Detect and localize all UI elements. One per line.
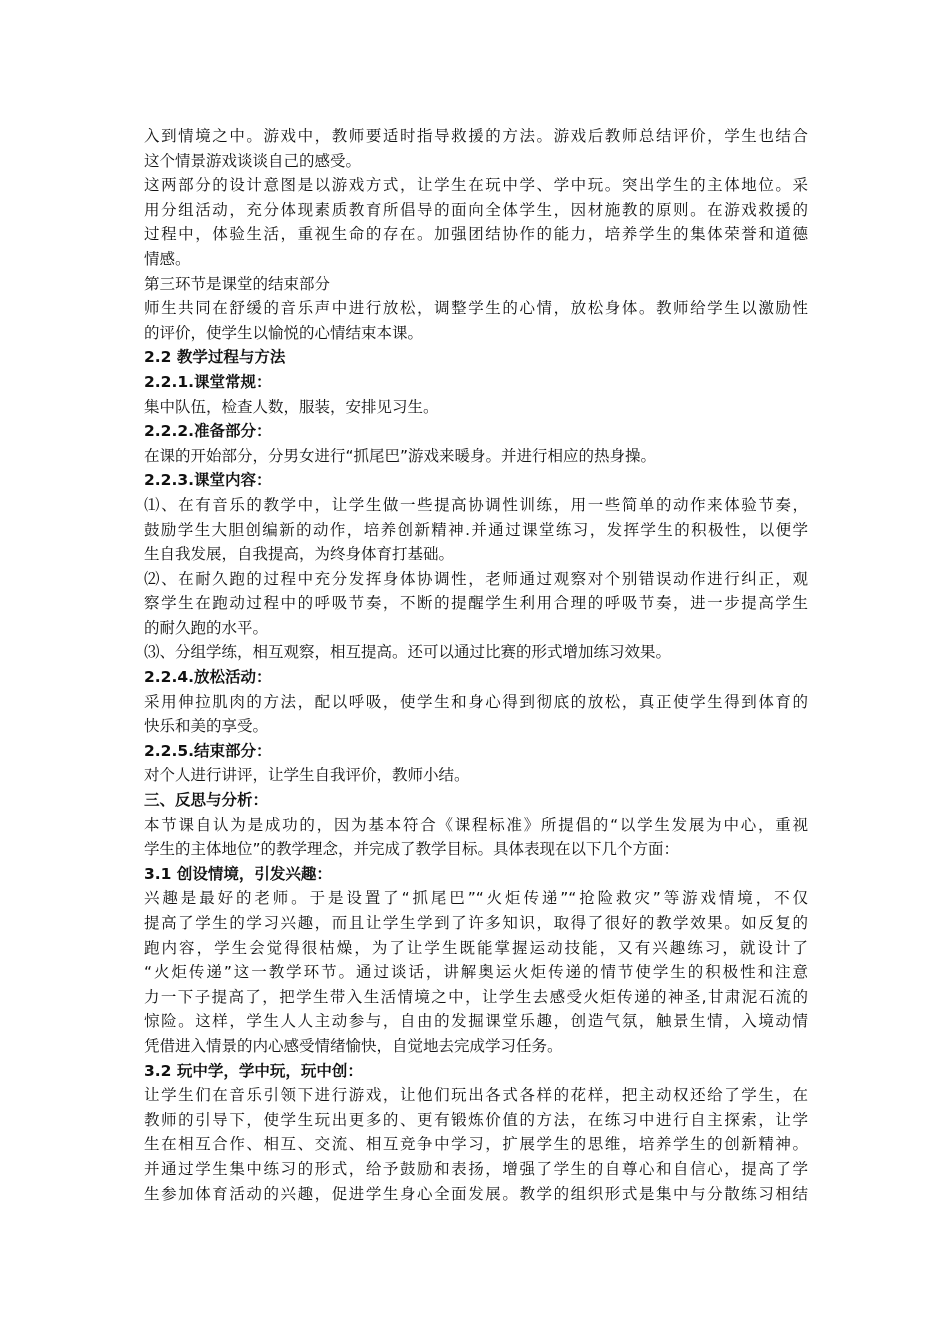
- document-page: [144, 124, 808, 1206]
- text-line: 惊险。这样，学生人人主动参与，自由的发掘课堂乐趣，创造气氛，触景生情，入境动情: [144, 1012, 808, 1031]
- text-line: 教师的引导下，使学生玩出更多的、更有锻炼价值的方法，在练习中进行自主探索，让学: [144, 1110, 808, 1129]
- text-line: ⑵、在耐久跑的过程中充分发挥身体协调性，老师通过观察对个别错误动作进行纠正，观: [144, 569, 808, 588]
- text-line: 情感。: [144, 249, 191, 268]
- text-line: “火炬传递”这一教学环节。通过谈话，讲解奥运火炬传递的情节使学生的积极性和注意: [144, 963, 808, 982]
- text-line: 采用伸拉肌肉的方法，配以呼吸，使学生和身心得到彻底的放松，真正使学生得到体育的: [144, 692, 808, 711]
- text-line: ⑴、在有音乐的教学中，让学生做一些提高协调性训练，用一些简单的动作来体验节奏，: [144, 495, 808, 514]
- text-line: 生自我发展，自我提高，为终身体育打基础。: [144, 545, 455, 564]
- section-heading: 2.2.2.准备部分：: [144, 422, 272, 441]
- text-line: 本节课自认为是成功的，因为基本符合《课程标准》所提倡的“以学生发展为中心，重视: [144, 815, 808, 834]
- text-line: 的评价，使学生以愉悦的心情结束本课。: [144, 323, 424, 342]
- text-line: 入到情境之中。游戏中，教师要适时指导救援的方法。游戏后教师总结评价，学生也结合: [144, 127, 808, 145]
- text-line: 鼓励学生大胆创编新的动作，培养创新精神.并通过课堂练习，发挥学生的积极性，以便学: [144, 520, 808, 539]
- text-line: 快乐和美的享受。: [144, 717, 269, 736]
- text-line: 察学生在跑动过程中的呼吸节奏，不断的提醒学生利用合理的呼吸节奏，进一步提高学生: [144, 594, 808, 613]
- text-line: 用分组活动，充分体现素质教育所倡导的面向全体学生，因材施教的原则。在游戏救援的: [144, 200, 808, 219]
- text-line: 跑内容，学生会觉得很枯燥，为了让学生既能掌握运动技能，又有兴趣练习，就设计了: [144, 938, 808, 957]
- section-heading: 2.2.4.放松活动：: [144, 668, 272, 687]
- text-line: 并通过学生集中练习的形式，给予鼓励和表扬，增强了学生的自尊心和自信心，提高了学: [144, 1159, 808, 1178]
- text-line: 凭借进入情景的内心感受情绪愉快，自觉地去完成学习任务。: [144, 1036, 563, 1055]
- text-line: 学生的主体地位”的教学理念，并完成了教学目标。具体表现在以下几个方面：: [144, 840, 680, 859]
- text-line: 这个情景游戏谈谈自己的感受。: [144, 151, 362, 170]
- text-line: 对个人进行讲评，让学生自我评价，教师小结。: [144, 766, 470, 785]
- section-heading: 2.2 教学过程与方法: [144, 348, 286, 367]
- section-heading: 三、反思与分析：: [144, 791, 269, 810]
- text-line: 让学生们在音乐引领下进行游戏，让他们玩出各式各样的花样，把主动权还给了学生，在: [144, 1086, 808, 1105]
- section-heading: 2.2.3.课堂内容：: [144, 471, 272, 490]
- text-line: 生在相互合作、相互、交流、相互竞争中学习，扩展学生的思维，培养学生的创新精神。: [144, 1135, 808, 1154]
- text-line: 集中队伍，检查人数，服装，安排见习生。: [144, 397, 439, 416]
- text-line: 生参加体育活动的兴趣，促进学生身心全面发展。教学的组织形式是集中与分散练习相结: [144, 1184, 808, 1203]
- section-heading: 3.2 玩中学，学中玩，玩中创：: [144, 1061, 363, 1080]
- section-heading: 3.1 创设情境，引发兴趣：: [144, 864, 332, 883]
- text-line: 提高了学生的学习兴趣，而且让学生学到了许多知识，取得了很好的教学效果。如反复的: [144, 914, 808, 932]
- text-line: 力一下子提高了，把学生带入生活情境之中，让学生去感受火炬传递的神圣,甘肃泥石流的: [144, 987, 808, 1006]
- text-line: 在课的开始部分，分男女进行“抓尾巴”游戏来暖身。并进行相应的热身操。: [144, 446, 657, 465]
- text-line: 兴趣是最好的老师。于是设置了“抓尾巴”“火炬传递”“抢险救灾”等游戏情境，不仅: [144, 889, 808, 908]
- text-line: 这两部分的设计意图是以游戏方式，让学生在玩中学、学中玩。突出学生的主体地位。采: [144, 176, 808, 195]
- text-line: ⑶、分组学练，相互观察，相互提高。还可以通过比赛的形式增加练习效果。: [144, 643, 672, 662]
- text-line: 过程中，体验生活，重视生命的存在。加强团结协作的能力，培养学生的集体荣誉和道德: [144, 225, 808, 244]
- section-heading: 2.2.1.课堂常规：: [144, 372, 272, 391]
- section-heading: 2.2.5.结束部分：: [144, 741, 272, 760]
- text-line: 师生共同在舒缓的音乐声中进行放松，调整学生的心情，放松身体。教师给学生以激励性: [144, 299, 808, 318]
- text-line: 第三环节是课堂的结束部分: [144, 274, 331, 293]
- text-line: 的耐久跑的水平。: [144, 618, 269, 637]
